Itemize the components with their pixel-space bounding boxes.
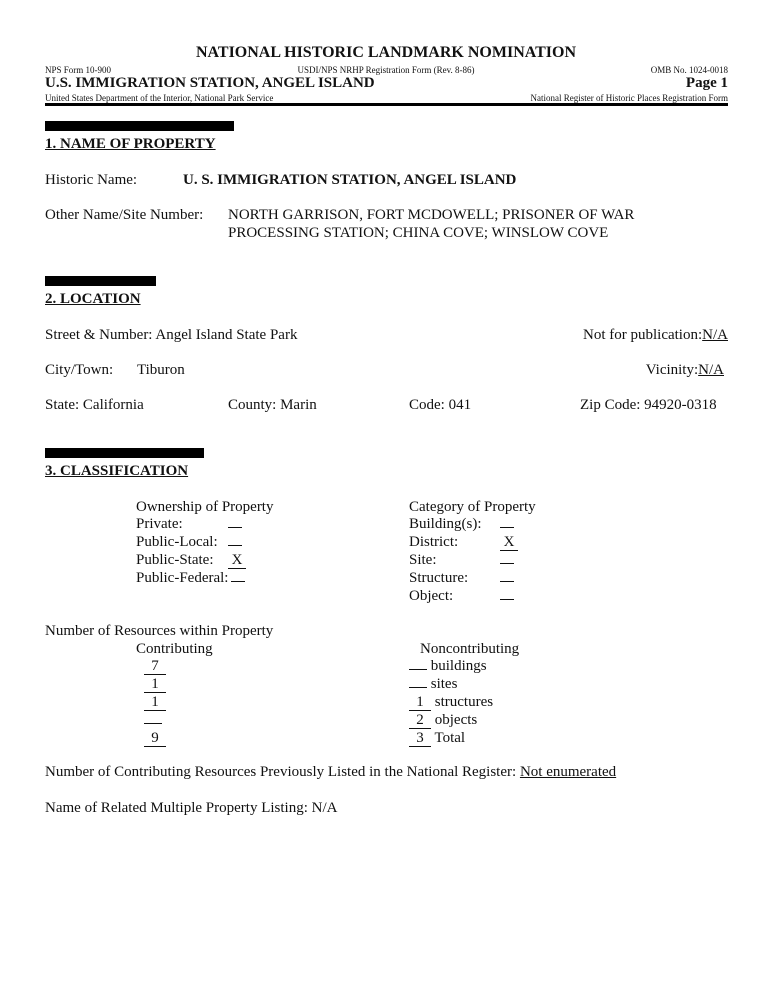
contributing-sites [144, 676, 166, 693]
category-district-value: X [500, 535, 518, 551]
resource-type-structures: structures [434, 694, 494, 710]
zip-code: Zip Code: 94920-0318 [580, 397, 717, 413]
ownership-public-state-value: X [228, 553, 246, 569]
noncontributing-sites [409, 676, 457, 693]
noncontributing-buildings-value [409, 669, 427, 670]
ownership-heading: Ownership of Property [136, 499, 274, 515]
contributing-buildings [144, 658, 166, 675]
omb-number: OMB No. 1024-0018 [650, 65, 728, 75]
register-form-line: National Register of Historic Places Registration Form [530, 93, 728, 103]
other-name-line-1: NORTH GARRISON, FORT MCDOWELL; PRISONER OF WAR [228, 207, 635, 223]
historic-name-label: Historic Name: [45, 172, 138, 188]
ownership-public-federal-label: Public-Federal: [136, 570, 229, 586]
street-number: Street & Number: Angel Island State Park [45, 327, 298, 343]
other-name-label: Other Name/Site Number: [45, 207, 204, 223]
noncontributing-heading: Noncontributing [420, 641, 520, 657]
department-line: United States Department of the Interior, National Park Service [45, 93, 274, 103]
not-for-publication-value: N/A [702, 327, 728, 343]
section-1-bar [45, 121, 234, 131]
noncontributing-total [409, 730, 465, 747]
category-site-mark [500, 552, 514, 569]
category-district-mark [500, 534, 518, 551]
category-district-label: District: [409, 534, 459, 550]
contributing-total [144, 730, 166, 747]
contributing-heading: Contributing [136, 641, 213, 657]
vicinity-value: N/A [698, 362, 724, 378]
document-title: NATIONAL HISTORIC LANDMARK NOMINATION [195, 44, 577, 61]
ownership-public-state-mark [228, 552, 246, 569]
resource-type-buildings: buildings [430, 658, 487, 674]
page-number: Page 1 [685, 75, 728, 91]
ownership-private-label: Private: [136, 516, 183, 532]
previously-listed [45, 764, 616, 781]
ownership-public-federal-mark [231, 570, 245, 587]
previously-listed-value: Not enumerated [519, 764, 617, 780]
category-buildings-label: Building(s): [409, 516, 482, 532]
form-registration: USDI/NPS NRHP Registration Form (Rev. 8-86) [297, 65, 475, 75]
property-name-header: U.S. IMMIGRATION STATION, ANGEL ISLAND [45, 75, 375, 91]
noncontributing-structures-value: 1 [409, 695, 431, 711]
contributing-objects-value [144, 723, 162, 724]
ownership-public-state-label: Public-State: [136, 552, 214, 568]
historic-name-value: U. S. IMMIGRATION STATION, ANGEL ISLAND [183, 172, 517, 188]
noncontributing-structures [409, 694, 493, 711]
section-3-bar [45, 448, 204, 458]
not-for-publication-label: Not for publication: [583, 327, 703, 343]
ownership-public-local-label: Public-Local: [136, 534, 218, 550]
contributing-objects [144, 712, 162, 729]
resource-type-sites: sites [430, 676, 458, 692]
county: County: Marin [228, 397, 317, 413]
ownership-private-mark [228, 516, 242, 533]
category-structure-mark [500, 570, 514, 587]
section-1-heading: 1. NAME OF PROPERTY [45, 136, 216, 152]
section-2-heading: 2. LOCATION [45, 291, 141, 307]
noncontributing-objects [409, 712, 477, 729]
category-structure-label: Structure: [409, 570, 469, 586]
category-object-value [500, 599, 514, 600]
noncontributing-total-value: 3 [409, 731, 431, 747]
city-value: Tiburon [137, 362, 185, 378]
vicinity-label: Vicinity: [645, 362, 699, 378]
section-2-bar [45, 276, 156, 286]
resource-type-total: Total [434, 730, 466, 746]
contributing-total-value: 9 [144, 731, 166, 747]
noncontributing-buildings [409, 658, 487, 675]
ownership-public-local-value [228, 545, 242, 546]
not-for-publication [583, 327, 728, 344]
form-number: NPS Form 10-900 [45, 65, 112, 75]
noncontributing-sites-value [409, 687, 427, 688]
section-3-heading: 3. CLASSIFICATION [45, 463, 189, 479]
contributing-structures [144, 694, 166, 711]
header-rule [45, 103, 728, 106]
category-buildings-value [500, 527, 514, 528]
other-name-line-2: PROCESSING STATION; CHINA COVE; WINSLOW COVE [228, 225, 609, 241]
vicinity [646, 362, 724, 379]
previously-listed-label: Number of Contributing Resources Previously Listed in the National Register: [45, 764, 517, 780]
category-buildings-mark [500, 516, 514, 533]
category-object-mark [500, 588, 514, 605]
state: State: California [45, 397, 144, 413]
category-structure-value [500, 581, 514, 582]
contributing-sites-value: 1 [144, 677, 166, 693]
resources-heading: Number of Resources within Property [45, 623, 274, 639]
ownership-public-local-mark [228, 534, 242, 551]
category-site-label: Site: [409, 552, 437, 568]
noncontributing-objects-value: 2 [409, 713, 431, 729]
resource-type-objects: objects [434, 712, 478, 728]
category-object-label: Object: [409, 588, 454, 604]
code: Code: 041 [409, 397, 472, 413]
ownership-public-federal-value [231, 581, 245, 582]
category-site-value [500, 563, 514, 564]
city-label: City/Town: [45, 362, 114, 378]
contributing-buildings-value: 7 [144, 659, 166, 675]
contributing-structures-value: 1 [144, 695, 166, 711]
multiple-property-listing: Name of Related Multiple Property Listing: N/A [45, 800, 338, 816]
category-heading: Category of Property [409, 499, 536, 515]
ownership-private-value [228, 527, 242, 528]
